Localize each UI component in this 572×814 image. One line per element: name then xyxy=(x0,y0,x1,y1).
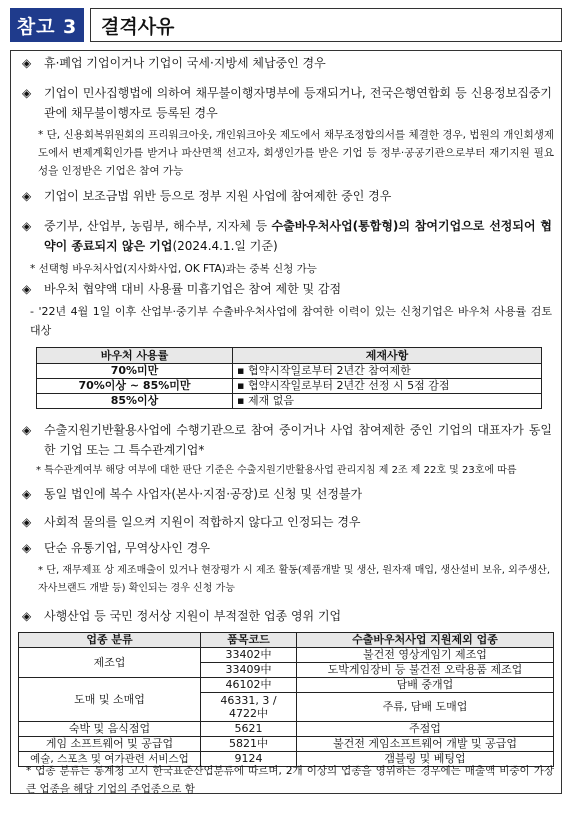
industry-category-cell: 예술, 스포츠 및 여가관련 서비스업 xyxy=(19,752,201,767)
note-manufacturing-exception: * 단, 재무제표 상 제조매출이 있거나 현장평가 시 제조 활동(제품개발 및 생산, 원자재 매입, 생산설비 보유, 외주생산, 자사브랜드 개발 등) 확인되는 경우 신청 가능 xyxy=(38,565,550,594)
diamond-bullet-icon: ◈ xyxy=(22,423,32,437)
excluded-industry-table xyxy=(18,632,554,767)
diamond-bullet-icon: ◈ xyxy=(22,515,32,529)
item-code-cell: 33402中 xyxy=(201,648,297,663)
note-usage-review: - '22년 4월 1일 이후 산업부·중기부 수출바우처사업에 참여한 이력이 있는 신청기업은 바우처 사용률 검토 대상 xyxy=(30,305,552,337)
item-voucher-duplicate: ◈ 중기부, 산업부, 농림부, 해수부, 지자체 등 수출바우처사업(통합형)의 참여기업으로 선정되어 협약이 종료되지 않은 기업(2024.4.1.일 기준) xyxy=(22,216,552,256)
excluded-industry-cell: 주류, 담배 도매업 xyxy=(297,693,554,722)
voucher-usage-table xyxy=(36,347,542,409)
industry-category-cell: 도매 및 소매업 xyxy=(19,678,201,722)
usage-rate-cell: 85%이상 xyxy=(37,394,233,409)
excluded-industry-cell: 불건전 영상게임기 제조업 xyxy=(297,648,554,663)
table-row xyxy=(19,737,554,752)
table-row xyxy=(37,379,542,394)
reference-badge: 참고 3 xyxy=(10,8,84,42)
item-social-controversy: ◈ 사회적 물의를 일으켜 지원이 적합하지 않다고 인정되는 경우 xyxy=(22,512,552,532)
item-distribution-company: ◈ 단순 유통기업, 무역상사인 경우 xyxy=(22,538,552,558)
page-header xyxy=(10,8,562,42)
diamond-bullet-icon: ◈ xyxy=(22,56,32,70)
item-code-cell: 9124 xyxy=(201,752,297,767)
industry-category-cell: 제조업 xyxy=(19,648,201,678)
sanction-cell: ▪ 제재 없음 xyxy=(233,394,542,409)
item-code-cell: 46331, 3 / 4722中 xyxy=(201,693,297,722)
column-header: 바우처 사용률 xyxy=(37,348,233,364)
excluded-industry-cell: 불건전 게임소프트웨어 개발 및 공급업 xyxy=(297,737,554,752)
table-header-row xyxy=(19,633,554,648)
item-code-cell: 5821中 xyxy=(201,737,297,752)
table-row xyxy=(19,678,554,693)
item-duplicate-entity: ◈ 동일 법인에 복수 사업자(본사·지점·공장)로 신청 및 선정불가 xyxy=(22,484,552,504)
page-title: 결격사유 xyxy=(90,8,562,42)
diamond-bullet-icon: ◈ xyxy=(22,609,32,623)
diamond-bullet-icon: ◈ xyxy=(22,86,32,100)
diamond-bullet-icon: ◈ xyxy=(22,189,32,203)
item-speculative-industry: ◈ 사행산업 등 국민 정서상 지원이 부적절한 업종 영위 기업 xyxy=(22,606,552,626)
diamond-bullet-icon: ◈ xyxy=(22,282,32,296)
diamond-bullet-icon: ◈ xyxy=(22,487,32,501)
table-row xyxy=(19,722,554,737)
note-special-relation: * 특수관계여부 해당 여부에 대한 판단 기준은 수출지원기반활용사업 관리지침 제 2조 제 22호 및 23호에 따름 xyxy=(36,465,517,476)
industry-category-cell: 숙박 및 음식점업 xyxy=(19,722,201,737)
excluded-industry-cell: 담배 중개업 xyxy=(297,678,554,693)
table-row xyxy=(37,394,542,409)
item-usage-rate: ◈ 바우처 협약액 대비 사용률 미흡기업은 참여 제한 및 감점 xyxy=(22,279,552,299)
item-subsidy-violation: ◈ 기업이 보조금법 위반 등으로 정부 지원 사업에 참여제한 중인 경우 xyxy=(22,186,552,206)
note-selective-voucher: * 선택형 바우처사업(지사화사업, OK FTA)과는 중복 신청 가능 xyxy=(30,263,317,275)
usage-rate-cell: 70%이상 ~ 85%미만 xyxy=(37,379,233,394)
column-header: 품목코드 xyxy=(201,633,297,648)
column-header: 제재사항 xyxy=(233,348,542,364)
item-code-cell: 46102中 xyxy=(201,678,297,693)
diamond-bullet-icon: ◈ xyxy=(22,219,32,233)
table-header-row xyxy=(37,348,542,364)
excluded-industry-cell: 도박게임장비 등 불건전 오락용품 제조업 xyxy=(297,663,554,678)
excluded-industry-cell: 주점업 xyxy=(297,722,554,737)
sanction-cell: ▪ 협약시작일로부터 2년간 선정 시 5점 감점 xyxy=(233,379,542,394)
item-code-cell: 33409中 xyxy=(201,663,297,678)
excluded-industry-cell: 갬블링 및 베팅업 xyxy=(297,752,554,767)
table-row xyxy=(37,364,542,379)
item-related-company: ◈ 수출지원기반활용사업에 수행기관으로 참여 중이거나 사업 참여제한 중인 기업의 대표자가 동일한 기업 또는 그 특수관계기업* xyxy=(22,420,552,460)
table-row xyxy=(19,648,554,663)
column-header: 수출바우처사업 지원제외 업종 xyxy=(297,633,554,648)
sanction-cell: ▪ 협약시작일로부터 2년간 참여제한 xyxy=(233,364,542,379)
diamond-bullet-icon: ◈ xyxy=(22,541,32,555)
usage-rate-cell: 70%미만 xyxy=(37,364,233,379)
industry-category-cell: 게임 소프트웨어 및 공급업 xyxy=(19,737,201,752)
note-credit-recovery: * 단, 신용회복위원회의 프리워크아웃, 개인워크아웃 제도에서 채무조정합의서를 체결한 경우, 법원의 개인회생제도에서 변제계획인가를 받거나 파산면책 선고자, 회생인가를 받은 기업 등 정부·공공기관으로부터 재기지원 필요성을 인정받은 기업은 참여 가능 xyxy=(38,129,554,177)
item-closed-business: ◈ 휴·폐업 기업이거나 기업이 국세·지방세 체납중인 경우 xyxy=(22,53,552,73)
footer-note: * 업종 분류는 통계청 고시 한국표준산업분류에 따르며, 2개 이상의 업종을 영위하는 경우에는 매출액 비중이 가장 큰 업종을 해당 기업의 주업종으로 함 xyxy=(26,765,554,795)
item-defaulter: ◈ 기업이 민사집행법에 의하여 채무불이행자명부에 등재되거나, 전국은행연합회 등 신용정보집중기관에 채무불이행자로 등록된 경우 xyxy=(22,83,552,123)
item-code-cell: 5621 xyxy=(201,722,297,737)
column-header: 업종 분류 xyxy=(19,633,201,648)
